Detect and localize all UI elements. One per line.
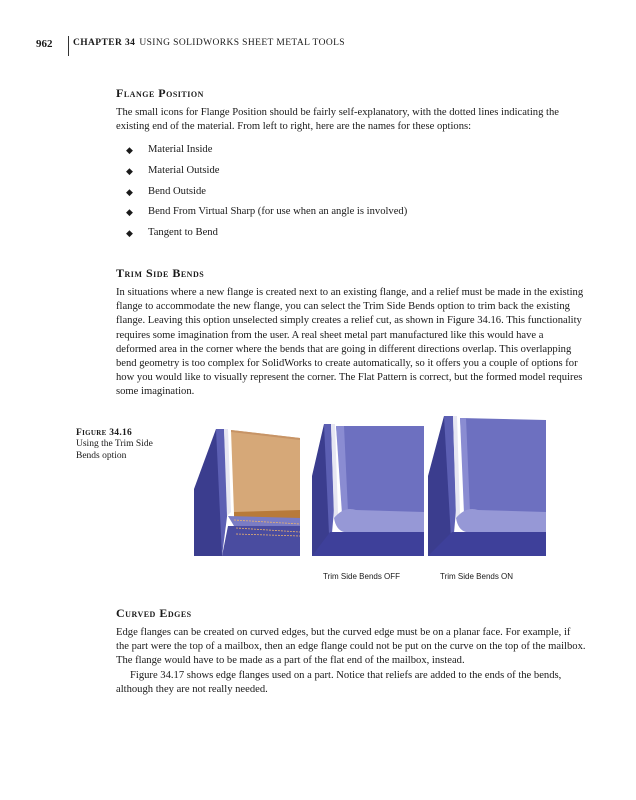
header-divider [68,36,69,56]
option-label: Material Outside [148,165,220,176]
list-item [116,185,586,199]
figure-caption-text: Using the Trim Side Bends option [76,439,153,461]
section-heading-curved-edges: Curved Edges [116,606,192,620]
bullet-icon: ◆ [126,166,133,176]
curved-edges-paragraph-2: Figure 34.17 shows edge flanges used on a part. Notice that reliefs are added to the ends of the bends, although they are not really needed. [116,669,562,695]
flange-position-options [116,143,586,239]
figure-label: Figure 34.16 [76,428,133,438]
list-item [116,205,586,219]
bullet-icon: ◆ [126,227,133,238]
list-item [116,226,586,240]
chapter-label: CHAPTER 34 [73,38,136,48]
trim-side-bends-section [116,266,586,400]
bullet-icon: ◆ [126,145,133,156]
list-item [116,143,586,157]
flange-position-section [116,86,586,246]
figure-panel-original [194,414,300,556]
flange-position-intro: The small icons for Flange Position should be fairly self-explanatory, with the dotted lines indicating the existing end of the material. From left to right, here are the names for these options: [116,107,559,133]
figure-subcaption-on: Trim Side Bends ON [440,572,514,581]
figure-panel-trim-on [428,416,546,556]
figure-caption [76,428,166,462]
figure-subcaption-off: Trim Side Bends OFF [323,572,401,581]
option-label: Bend From Virtual Sharp (for use when an angle is involved) [148,206,408,218]
trim-side-bends-paragraph: In situations where a new flange is created next to an existing flange, and a relief must be made in the existing flange to accommodate the new flange, you can select the Trim Side Bends option to trim back the existing flange. Leaving this option unselected simply creates a relief cut, as shown in Figure 34.16. This functionality requires some imagination from the user. A real sheet metal part manufactured like this would have a deformed area in the corner where the bends that are going in different directions overlap. This overlapping bend geometry is too complex for SolidWorks to create automatically, so it offers you a couple of options for how you would like to visually represent the corner. The Flat Pattern is correct, but the formed model requires some imagination. [116,287,584,398]
page-number: 962 [36,38,53,50]
list-item [116,164,586,178]
curved-edges-paragraph: Edge flanges can be created on curved edges, but the curved edge must be on a planar face. For example, if the part were the top of a mailbox, then an edge flange could not be put on the curve on the top of the mailbox. The flange would have to be made as a part of the flat end of the mailbox, instead. [116,627,586,667]
figure-panel-trim-off [312,424,424,556]
section-heading-flange-position: Flange Position [116,86,204,100]
bullet-icon: ◆ [126,186,133,197]
bullet-icon: ◆ [126,207,133,218]
option-label: Bend Outside [148,185,206,197]
chapter-title: USING SOLIDWORKS SHEET METAL TOOLS [139,38,345,48]
option-label: Material Inside [148,144,213,156]
running-header [0,36,636,58]
curved-edges-section [116,606,586,697]
trim-side-bends-figure [194,414,584,562]
chapter-heading [73,38,345,48]
section-heading-trim-side-bends: Trim Side Bends [116,266,205,280]
option-label: Tangent to Bend [148,226,218,238]
